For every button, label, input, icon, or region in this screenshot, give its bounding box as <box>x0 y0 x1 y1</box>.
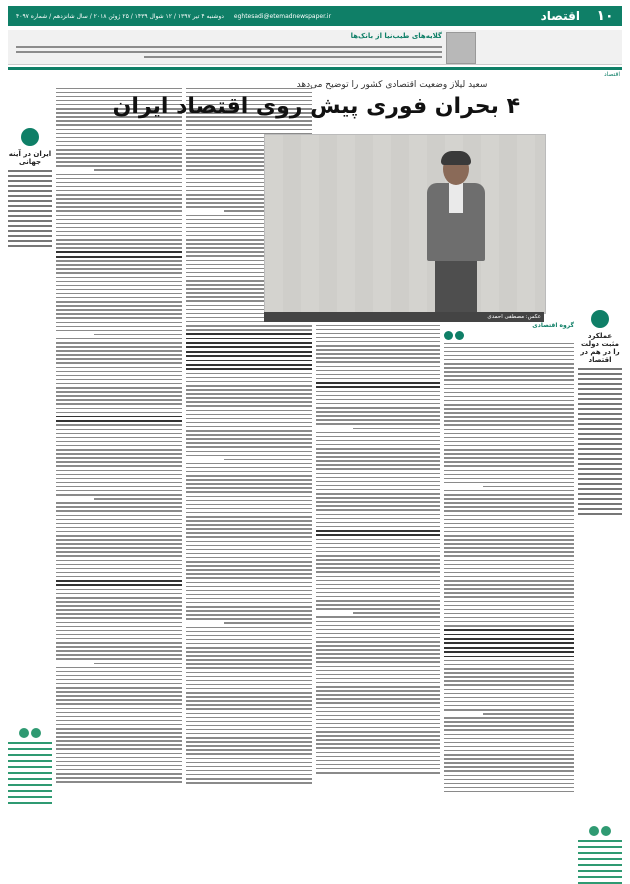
right-side-column <box>578 310 622 812</box>
article-photo <box>264 134 546 314</box>
page-number: ۱۰ <box>596 8 614 24</box>
text-column-3 <box>316 322 440 812</box>
left-side-column <box>8 128 52 812</box>
left-side-title: ایران در آینه جهانی <box>8 150 52 166</box>
note-author-photo <box>446 32 476 64</box>
right-pull-quote <box>578 840 622 884</box>
right-side-body <box>578 368 622 515</box>
side-badge-icon <box>21 128 39 146</box>
header-meta <box>8 13 331 20</box>
left-side-body <box>8 170 52 247</box>
quote-mark-icon <box>8 728 52 738</box>
person-figure <box>425 153 485 313</box>
right-quote-icon <box>578 826 622 836</box>
text-column-4 <box>444 322 574 812</box>
article-headline: ۴ بحران فوری پیش روی اقتصاد ایران <box>112 94 520 119</box>
text-column-1 <box>56 85 182 812</box>
intro-quote-icon <box>444 331 574 340</box>
photo-caption: عکس: مصطفی احمدی <box>264 312 544 322</box>
note-title: گلایه‌های طیب‌نیا از بانک‌ها <box>350 32 442 40</box>
right-side-title: عملکرد مثبت دولت را در هم در اقتصاد <box>580 332 620 364</box>
section-name: اقتصاد <box>540 9 580 23</box>
right-badge-icon <box>591 310 609 328</box>
left-pull-quote <box>8 742 52 804</box>
section-header-bar <box>8 6 622 26</box>
dateline: دوشنبه ۴ تیر ۱۳۹۷ / ۱۲ شوال ۱۴۳۹ / ۲۵ ژوئن ۲۰۱۸ / سال شانزدهم / شماره ۴۰۹۷ <box>16 12 224 20</box>
note-body <box>16 43 442 61</box>
section-email[interactable]: eghtesadi@etemadnewspaper.ir <box>233 12 332 20</box>
section-rule <box>8 67 622 70</box>
section-tag: اقتصاد <box>603 71 620 78</box>
top-note-box <box>8 30 622 65</box>
headline-block <box>112 80 520 119</box>
article-byline: گروه اقتصادی <box>532 322 574 329</box>
article-kicker: سعید لیلاز وضعیت اقتصادی کشور را توضیح می‌دهد <box>296 80 488 90</box>
